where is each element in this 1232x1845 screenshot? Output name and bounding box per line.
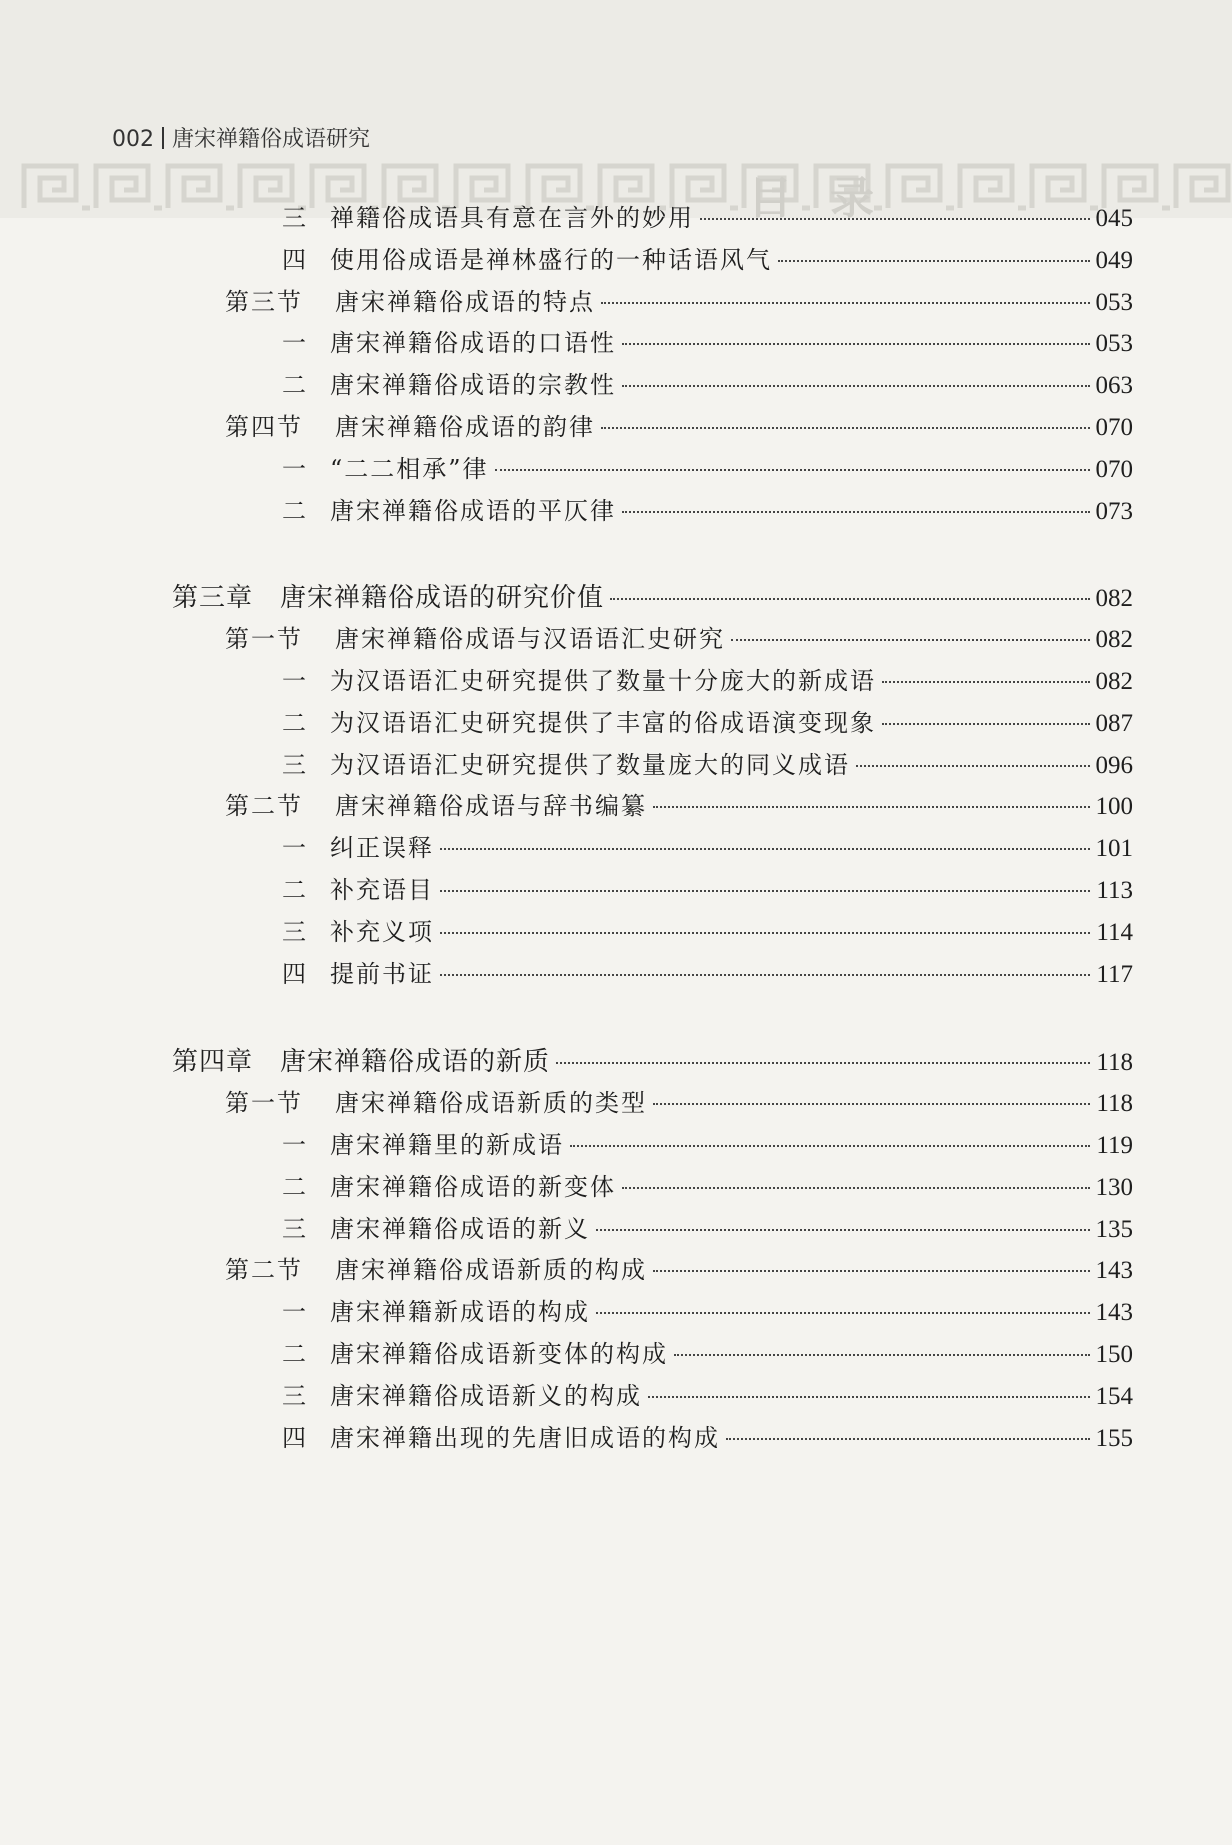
toc-page-number: 119	[1096, 1132, 1133, 1159]
toc-title: 唐宋禅籍俗成语的宗教性	[330, 371, 616, 400]
toc-dot-leader	[726, 1438, 1090, 1440]
toc-number: 一	[282, 454, 308, 483]
toc-item-row	[282, 1418, 1133, 1453]
toc-dot-leader	[648, 1396, 1090, 1398]
toc-page-number: 073	[1095, 497, 1133, 525]
toc-label	[282, 954, 434, 989]
toc-dot-leader	[653, 1103, 1090, 1105]
toc-title: 为汉语语汇史研究提供了数量十分庞大的新成语	[330, 667, 876, 695]
toc-title: 唐宋禅籍俗成语的新变体	[330, 1172, 616, 1201]
toc-page-number: 096	[1095, 751, 1133, 779]
toc-item-row	[282, 745, 1133, 780]
toc-dot-leader	[653, 806, 1090, 808]
toc-dot-leader	[622, 385, 1090, 387]
toc-item-row	[282, 1125, 1133, 1160]
toc-title: 补充语目	[330, 876, 434, 904]
toc-chapter-row	[172, 577, 1133, 614]
toc-page-number: 150	[1095, 1341, 1133, 1368]
toc-page-number: 154	[1095, 1382, 1133, 1410]
toc-page-number: 100	[1095, 793, 1133, 821]
toc-title: 唐宋禅籍新成语的构成	[330, 1298, 590, 1327]
toc-number: 四	[282, 245, 308, 274]
toc-label	[225, 786, 647, 821]
toc-title: 唐宋禅籍俗成语新变体的构成	[330, 1340, 668, 1368]
toc-title: 纠正误释	[330, 834, 434, 863]
toc-dot-leader	[601, 427, 1090, 429]
header-book-title: 唐宋禅籍俗成语研究	[172, 127, 371, 152]
toc-item-row	[282, 1292, 1133, 1327]
toc-dot-leader	[601, 302, 1090, 304]
toc-item-row	[282, 954, 1133, 989]
toc-item-row	[282, 1209, 1133, 1244]
toc-dot-leader	[556, 1062, 1090, 1064]
toc-label	[225, 619, 725, 654]
toc-dot-leader	[653, 1270, 1090, 1272]
toc-number: 一	[282, 329, 308, 358]
toc-title: 唐宋禅籍俗成语新质的构成	[335, 1256, 647, 1285]
toc-dot-leader	[622, 343, 1090, 345]
toc-number: 四	[282, 959, 308, 988]
toc-item-row	[282, 240, 1133, 275]
toc-label	[282, 1209, 590, 1244]
toc-title: 提前书证	[330, 959, 434, 988]
toc-title: 为汉语语汇史研究提供了数量庞大的同义成语	[330, 750, 850, 779]
toc-item-row	[282, 491, 1133, 526]
toc-label	[282, 1125, 564, 1160]
toc-page-number: 143	[1095, 1299, 1133, 1327]
toc-page-number: 063	[1095, 372, 1133, 400]
toc-dot-leader	[700, 218, 1090, 220]
toc-number: 一	[282, 667, 308, 695]
toc-title: 唐宋禅籍俗成语的研究价值	[280, 583, 605, 614]
toc-number: 三	[282, 917, 308, 946]
toc-page-number: 070	[1095, 414, 1133, 441]
toc-item-row	[282, 1334, 1133, 1369]
toc-label	[225, 1083, 647, 1118]
toc-page-number: 130	[1095, 1173, 1133, 1201]
toc-section-row	[225, 1250, 1133, 1285]
toc-label	[282, 828, 434, 863]
toc-title: 唐宋禅籍里的新成语	[330, 1131, 564, 1159]
toc-number: 一	[282, 1131, 308, 1159]
toc-number: 第一节	[225, 625, 303, 654]
toc-item-row	[282, 1376, 1133, 1411]
toc-label	[282, 1334, 668, 1369]
header-separator	[162, 127, 164, 149]
toc-page-number: 082	[1095, 626, 1133, 654]
toc-item-row	[282, 661, 1133, 696]
toc-chapter-row	[172, 1041, 1133, 1078]
toc-page-number: 087	[1095, 709, 1133, 737]
toc-dot-leader	[674, 1354, 1090, 1356]
toc-number: 四	[282, 1423, 308, 1452]
toc-page-number: 049	[1095, 246, 1133, 274]
toc-page-number: 082	[1095, 585, 1133, 613]
toc-label	[282, 870, 434, 905]
toc-section-row	[225, 619, 1133, 654]
toc-page-number: 155	[1095, 1424, 1133, 1452]
toc-number: 二	[282, 708, 308, 737]
toc-label	[282, 703, 876, 738]
toc-label	[172, 577, 604, 614]
toc-title: 唐宋禅籍俗成语的新义	[330, 1214, 590, 1243]
toc-dot-leader	[882, 723, 1090, 725]
toc-number: 第一节	[225, 1089, 303, 1118]
toc-item-row	[282, 870, 1133, 905]
toc-label	[282, 1167, 616, 1202]
toc-dot-leader	[440, 890, 1090, 892]
toc-title: “二二相承”律	[330, 454, 489, 483]
toc-dot-leader	[596, 1312, 1090, 1314]
band-word-1: 目	[748, 173, 792, 224]
toc-page-number: 045	[1095, 205, 1133, 232]
toc-number: 二	[282, 1172, 308, 1201]
toc-dot-leader	[622, 1187, 1090, 1189]
toc-title: 唐宋禅籍俗成语的特点	[335, 287, 595, 316]
toc-dot-leader	[495, 469, 1090, 471]
toc-label	[225, 282, 595, 317]
running-header	[112, 122, 370, 153]
toc-title: 禅籍俗成语具有意在言外的妙用	[330, 204, 694, 232]
toc-number: 第三章	[172, 583, 254, 614]
toc-number: 二	[282, 876, 308, 904]
toc-item-row	[282, 912, 1133, 947]
toc-dot-leader	[856, 765, 1090, 767]
toc-dot-leader	[570, 1145, 1090, 1147]
toc-title: 为汉语语汇史研究提供了丰富的俗成语演变现象	[330, 708, 876, 737]
toc-label	[282, 1292, 590, 1327]
toc-number: 第二节	[225, 792, 303, 821]
toc-label	[282, 661, 876, 696]
toc-item-row	[282, 449, 1133, 484]
toc-dot-leader	[440, 974, 1090, 976]
toc-number: 二	[282, 496, 308, 525]
toc-section-row	[225, 282, 1133, 317]
toc-page-number: 118	[1096, 1049, 1133, 1077]
toc-label	[282, 449, 489, 484]
toc-label	[282, 745, 850, 780]
toc-label	[225, 407, 595, 442]
toc-number: 第三节	[225, 287, 303, 316]
toc-item-row	[282, 1167, 1133, 1202]
toc-page-number: 114	[1096, 918, 1133, 946]
toc-dot-leader	[440, 932, 1090, 934]
toc-page-number: 118	[1096, 1090, 1133, 1118]
toc-number: 一	[282, 834, 308, 863]
header-page-number: 002	[112, 127, 154, 152]
toc-label	[282, 1376, 642, 1411]
toc-page-number: 113	[1096, 877, 1133, 904]
toc-page-number: 143	[1095, 1257, 1133, 1285]
toc-title: 唐宋禅籍俗成语的平仄律	[330, 496, 616, 525]
toc-number: 三	[282, 1214, 308, 1243]
toc-title: 补充义项	[330, 917, 434, 946]
toc-dot-leader	[731, 639, 1090, 641]
toc-number: 二	[282, 1340, 308, 1368]
toc-section-row	[225, 1083, 1133, 1118]
toc-page-number: 135	[1095, 1215, 1133, 1243]
toc-title: 唐宋禅籍俗成语的新质	[280, 1047, 551, 1078]
toc-number: 第四章	[172, 1047, 254, 1078]
toc-number: 第二节	[225, 1256, 303, 1285]
toc-page-number: 053	[1095, 330, 1133, 358]
toc-title: 唐宋禅籍俗成语与汉语语汇史研究	[335, 625, 725, 654]
toc-number: 三	[282, 204, 308, 232]
toc-label	[282, 912, 434, 947]
band-word-2: 录	[830, 173, 874, 224]
toc-item-row	[282, 198, 1133, 233]
toc-title: 唐宋禅籍俗成语新质的类型	[335, 1089, 647, 1118]
toc-title: 使用俗成语是禅林盛行的一种话语风气	[330, 245, 772, 274]
toc-label	[282, 1418, 720, 1453]
toc-item-row	[282, 323, 1133, 358]
toc-title: 唐宋禅籍出现的先唐旧成语的构成	[330, 1423, 720, 1452]
toc-label	[282, 491, 616, 526]
toc-item-row	[282, 828, 1133, 863]
toc-number: 三	[282, 750, 308, 779]
toc-section-row	[225, 786, 1133, 821]
toc-section-row	[225, 407, 1133, 442]
toc-number: 第四节	[225, 413, 303, 441]
toc-number: 一	[282, 1298, 308, 1327]
toc-page-number: 070	[1095, 455, 1133, 483]
toc-page-number: 082	[1095, 668, 1133, 695]
toc-number: 二	[282, 371, 308, 400]
toc-dot-leader	[610, 598, 1089, 600]
toc-item-row	[282, 703, 1133, 738]
toc-title: 唐宋禅籍俗成语新义的构成	[330, 1381, 642, 1410]
toc-item-row	[282, 365, 1133, 400]
toc-page-number: 053	[1095, 288, 1133, 316]
toc-number: 三	[282, 1381, 308, 1410]
toc-label	[172, 1041, 550, 1078]
toc-label	[282, 240, 772, 275]
toc-page-number: 101	[1095, 835, 1133, 863]
toc-label	[282, 365, 616, 400]
toc-dot-leader	[440, 848, 1090, 850]
toc-page-number: 117	[1096, 960, 1133, 988]
toc-title: 唐宋禅籍俗成语的口语性	[330, 329, 616, 358]
toc-dot-leader	[596, 1229, 1090, 1231]
toc-dot-leader	[622, 511, 1090, 513]
toc-dot-leader	[882, 681, 1090, 683]
toc-label	[225, 1250, 647, 1285]
toc-title: 唐宋禅籍俗成语与辞书编纂	[335, 792, 647, 821]
toc-label	[282, 323, 616, 358]
toc-dot-leader	[778, 260, 1090, 262]
toc-title: 唐宋禅籍俗成语的韵律	[335, 413, 595, 441]
toc-label	[282, 198, 694, 233]
